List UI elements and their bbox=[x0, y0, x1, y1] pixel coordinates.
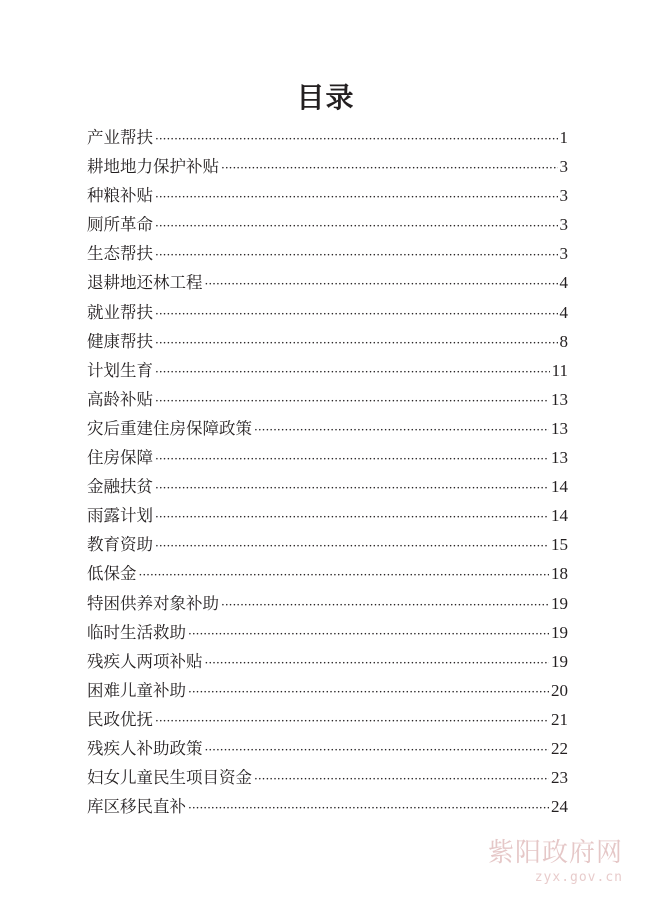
toc-entry-page-number: 11 bbox=[551, 360, 568, 380]
toc-entry bbox=[87, 268, 568, 297]
dot-leader bbox=[205, 736, 550, 765]
toc-entry-page-number: 4 bbox=[559, 273, 568, 293]
toc-entry-page-number: 13 bbox=[551, 418, 568, 438]
dot-leader bbox=[155, 125, 558, 154]
dot-leader bbox=[205, 270, 558, 299]
toc-entry bbox=[87, 501, 568, 530]
dot-leader bbox=[155, 445, 549, 474]
toc-entry-label: 计划生育 bbox=[87, 360, 153, 380]
dot-leader bbox=[155, 474, 549, 503]
toc-entry-label: 高龄补贴 bbox=[87, 389, 153, 409]
dot-leader bbox=[188, 794, 549, 823]
toc-entry-label: 就业帮扶 bbox=[87, 302, 153, 322]
toc-entry-label: 种粮补贴 bbox=[87, 186, 153, 206]
dot-leader bbox=[188, 678, 549, 707]
dot-leader bbox=[205, 649, 550, 678]
toc-entry bbox=[87, 327, 568, 356]
toc-entry-label: 生态帮扶 bbox=[87, 244, 153, 264]
toc-entry-label: 产业帮扶 bbox=[87, 128, 153, 147]
toc-entry-page-number: 19 bbox=[551, 593, 568, 613]
dot-leader bbox=[155, 532, 549, 561]
toc-entry-page-number: 21 bbox=[551, 709, 568, 729]
dot-leader bbox=[155, 387, 549, 416]
table-of-contents bbox=[87, 123, 568, 821]
toc-entry-label: 残疾人补助政策 bbox=[87, 738, 203, 758]
toc-entry-page-number: 19 bbox=[551, 651, 568, 671]
toc-entry bbox=[87, 443, 568, 472]
dot-leader bbox=[155, 183, 558, 212]
toc-entry-page-number: 3 bbox=[559, 244, 568, 264]
toc-entry bbox=[87, 472, 568, 501]
toc-entry-label: 低保金 bbox=[87, 564, 137, 584]
toc-entry-page-number: 18 bbox=[551, 564, 568, 584]
toc-entry-label: 残疾人两项补贴 bbox=[87, 651, 203, 671]
toc-entry bbox=[87, 298, 568, 327]
toc-entry-page-number: 4 bbox=[559, 302, 568, 322]
toc-entry bbox=[87, 181, 568, 210]
toc-entry bbox=[87, 618, 568, 647]
toc-entry-page-number: 15 bbox=[551, 535, 568, 555]
toc-entry-label: 困难儿童补助 bbox=[87, 680, 186, 700]
toc-entry bbox=[87, 647, 568, 676]
toc-entry-page-number: 13 bbox=[551, 448, 568, 468]
toc-entry-label: 特困供养对象补助 bbox=[87, 593, 219, 613]
toc-entry bbox=[87, 530, 568, 559]
dot-leader bbox=[221, 154, 558, 183]
dot-leader bbox=[188, 620, 549, 649]
toc-entry-page-number: 19 bbox=[551, 622, 568, 642]
toc-entry bbox=[87, 763, 568, 792]
dot-leader bbox=[155, 241, 558, 270]
watermark bbox=[488, 838, 623, 886]
toc-entry-page-number: 3 bbox=[559, 186, 568, 206]
toc-entry-label: 雨露计划 bbox=[87, 506, 153, 526]
toc-entry bbox=[87, 123, 568, 152]
toc-entry bbox=[87, 385, 568, 414]
toc-entry bbox=[87, 792, 568, 821]
toc-entry-page-number: 23 bbox=[551, 768, 568, 788]
dot-leader bbox=[155, 358, 550, 387]
toc-entry-label: 临时生活救助 bbox=[87, 622, 186, 642]
toc-entry bbox=[87, 356, 568, 385]
dot-leader bbox=[155, 503, 549, 532]
toc-entry-label: 健康帮扶 bbox=[87, 331, 153, 351]
toc-entry bbox=[87, 239, 568, 268]
page-title: 目录 bbox=[296, 81, 355, 114]
toc-entry-label: 教育资助 bbox=[87, 535, 153, 555]
toc-entry-label: 民政优抚 bbox=[87, 709, 153, 729]
toc-entry-label: 库区移民直补 bbox=[87, 797, 186, 817]
dot-leader bbox=[221, 591, 549, 620]
toc-entry-label: 住房保障 bbox=[87, 448, 153, 468]
toc-entry bbox=[87, 152, 568, 181]
toc-entry-page-number: 3 bbox=[559, 215, 568, 235]
toc-entry-page-number: 24 bbox=[551, 797, 568, 817]
toc-entry-page-number: 3 bbox=[559, 157, 568, 177]
toc-entry-page-number: 13 bbox=[551, 389, 568, 409]
toc-entry-page-number: 14 bbox=[551, 506, 568, 526]
dot-leader bbox=[254, 765, 549, 794]
toc-entry-page-number: 20 bbox=[551, 680, 568, 700]
toc-entry-label: 耕地地力保护补贴 bbox=[87, 157, 219, 177]
dot-leader bbox=[155, 707, 549, 736]
watermark-title: 紫阳政府网 bbox=[487, 838, 623, 868]
toc-entry-label: 退耕地还林工程 bbox=[87, 273, 203, 293]
toc-entry bbox=[87, 705, 568, 734]
dot-leader bbox=[155, 300, 558, 329]
dot-leader bbox=[155, 329, 558, 358]
toc-entry-page-number: 1 bbox=[559, 128, 568, 147]
dot-leader bbox=[155, 212, 558, 241]
toc-entry-label: 金融扶贫 bbox=[87, 477, 153, 497]
toc-entry bbox=[87, 559, 568, 588]
toc-entry-label: 厕所革命 bbox=[87, 215, 153, 235]
toc-entry-page-number: 8 bbox=[559, 331, 568, 351]
dot-leader bbox=[139, 561, 550, 590]
toc-entry-page-number: 22 bbox=[551, 738, 568, 758]
toc-entry bbox=[87, 676, 568, 705]
toc-entry bbox=[87, 589, 568, 618]
toc-entry-label: 妇女儿童民生项目资金 bbox=[87, 768, 252, 788]
toc-entry bbox=[87, 210, 568, 239]
toc-entry bbox=[87, 414, 568, 443]
dot-leader bbox=[254, 416, 549, 445]
watermark-url: zyx.gov.cn bbox=[534, 870, 623, 885]
toc-entry-page-number: 14 bbox=[551, 477, 568, 497]
toc-entry-label: 灾后重建住房保障政策 bbox=[87, 418, 252, 438]
toc-entry bbox=[87, 734, 568, 763]
